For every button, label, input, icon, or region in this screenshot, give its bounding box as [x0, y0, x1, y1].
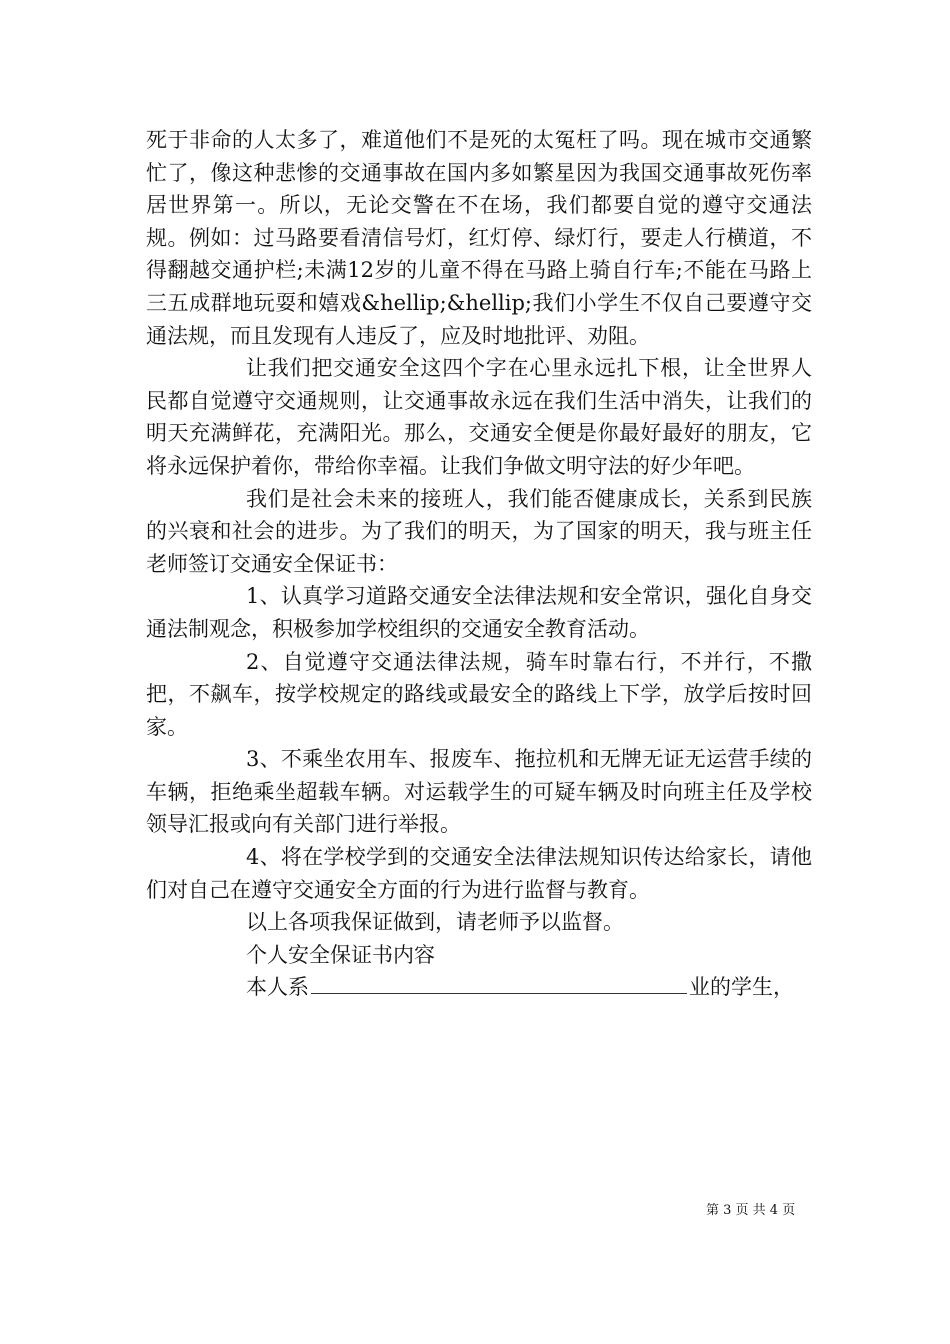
paragraph-future-successors: 我们是社会未来的接班人，我们能否健康成长，关系到民族的兴衰和社会的进步。为了我们的明天，为了国家的明天，我与班主任老师签订交通安全保证书：	[146, 486, 812, 576]
paragraph-traffic-deaths: 死于非命的人太多了，难道他们不是死的太冤枉了吗。现在城市交通繁忙了，像这种悲惨的交通事故在国内多如繁星因为我国交通事故死伤率居世界第一。所以，无论交警在不在场，我们都要自觉的遵守交通法规。例如：过马路要看清信号灯，红灯停、绿灯行，要走人行横道，不得翻越交通护栏;未满12岁的儿童不得在马路上骑自行车;不能在马路上三五成群地玩耍和嬉戏&hellip;&hellip;我们小学生不仅自己要遵守交通法规，而且发现有人违反了，应及时地批评、劝阻。	[146, 128, 812, 348]
section-heading-personal-pledge: 个人安全保证书内容	[246, 942, 435, 967]
sign-line	[146, 971, 812, 1004]
pledge-item-4: 4、将在学校学到的交通安全法律法规知识传达给家长，请他们对自己在遵守交通安全方面的行为进行监督与教育。	[146, 845, 812, 902]
paragraph-safety-root: 让我们把交通安全这四个字在心里永远扎下根，让全世界人民都自觉遵守交通规则，让交通事故永远在我们生活中消失，让我们的明天充满鲜花，充满阳光。那么，交通安全便是你最好最好的朋友，它将永远保护着你，带给你幸福。让我们争做文明守法的好少年吧。	[146, 356, 812, 478]
sign-line-suffix: 业的学生，	[689, 975, 794, 1000]
pledge-item-3: 3、不乘坐农用车、报废车、拖拉机和无牌无证无运营手续的车辆，拒绝乘坐超载车辆。对运载学生的可疑车辆及时向班主任及学校领导汇报或向有关部门进行举报。	[146, 747, 812, 837]
page-number: 第 3 页 共 4 页	[706, 1203, 796, 1218]
document-body	[146, 124, 812, 1004]
pledge-closing: 以上各项我保证做到，请老师予以监督。	[246, 910, 624, 935]
sign-line-prefix: 本人系	[246, 975, 309, 1000]
major-blank-field[interactable]	[311, 973, 687, 994]
pledge-item-1: 1、认真学习道路交通安全法律法规和安全常识，强化自身交通法制观念，积极参加学校组织的交通安全教育活动。	[146, 584, 812, 641]
pledge-item-2: 2、自觉遵守交通法律法规，骑车时靠右行，不并行，不撒把，不飙车，按学校规定的路线或最安全的路线上下学，放学后按时回家。	[146, 649, 812, 739]
